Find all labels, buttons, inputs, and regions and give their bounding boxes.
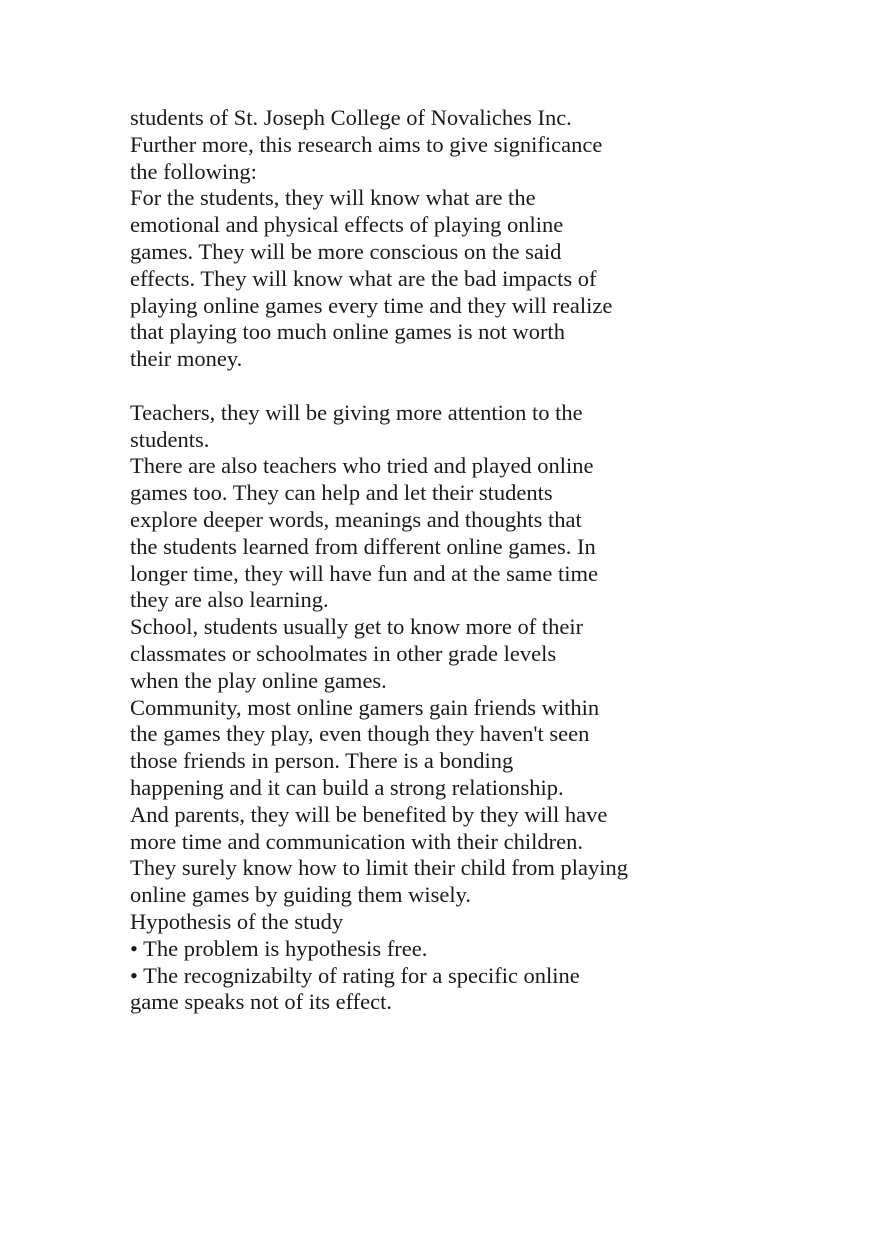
body-text (130, 105, 830, 1016)
text-line: games. They will be more conscious on the said (130, 238, 562, 264)
section-heading: Hypothesis of the study (130, 908, 344, 934)
blank-line (130, 373, 830, 400)
text-line: School, students usually get to know more of their (130, 614, 584, 640)
bullet-item: • The problem is hypothesis free. (130, 935, 428, 961)
bullet-item: • The recognizabilty of rating for a specific online (130, 962, 580, 988)
text-line: the games they play, even though they haven't seen (130, 721, 590, 747)
text-line: classmates or schoolmates in other grade levels (130, 640, 557, 666)
text-line: Teachers, they will be giving more attention to the (130, 399, 583, 425)
text-line: They surely know how to limit their child from playing (130, 855, 629, 881)
text-line: students. (130, 426, 210, 452)
text-line: emotional and physical effects of playing online (130, 212, 564, 238)
text-line: their money. (130, 346, 243, 372)
text-line: And parents, they will be benefited by they will have (130, 801, 608, 827)
text-line: the following: (130, 158, 257, 184)
text-line: the students learned from different online games. In (130, 533, 596, 559)
text-line: playing online games every time and they will realize (130, 292, 613, 318)
text-line: effects. They will know what are the bad impacts of (130, 265, 597, 291)
text-line: when the play online games. (130, 667, 387, 693)
text-line: Further more, this research aims to give significance (130, 131, 603, 157)
text-line: they are also learning. (130, 587, 329, 613)
text-line: games too. They can help and let their students (130, 480, 553, 506)
text-line: more time and communication with their children. (130, 828, 583, 854)
text-line: students of St. Joseph College of Novaliches Inc. (130, 105, 572, 130)
text-line: longer time, they will have fun and at the same time (130, 560, 598, 586)
text-line: Community, most online gamers gain friends within (130, 694, 600, 720)
text-line: those friends in person. There is a bonding (130, 748, 514, 774)
text-line: online games by guiding them wisely. (130, 882, 471, 908)
text-line: There are also teachers who tried and played online (130, 453, 594, 479)
text-line: For the students, they will know what are the (130, 185, 536, 211)
text-line: game speaks not of its effect. (130, 989, 393, 1015)
text-line: that playing too much online games is not worth (130, 319, 565, 345)
text-line: happening and it can build a strong relationship. (130, 774, 564, 800)
text-line: explore deeper words, meanings and thoughts that (130, 506, 582, 532)
